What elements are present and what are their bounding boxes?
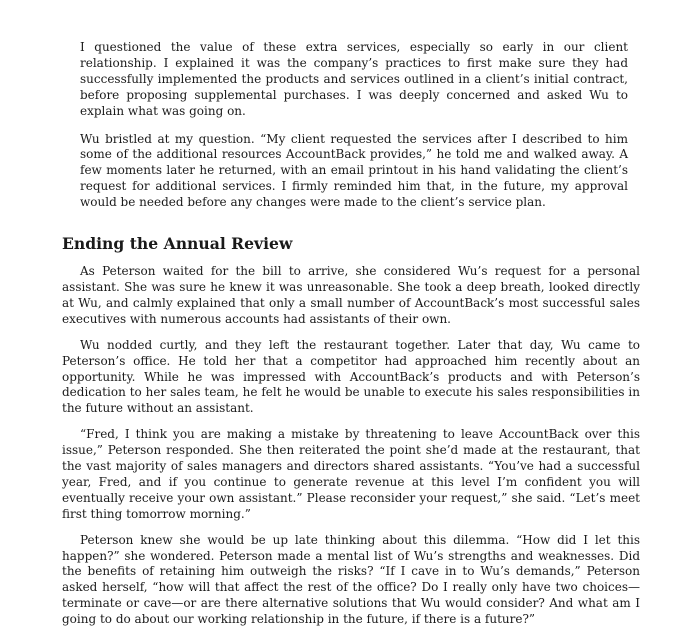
quote-paragraph: I questioned the value of these extra services, especially so early in our client relationship. I explained it was the company’s practices to first make sure they had successfully implemented the products and services outlined in a client’s initial contract, before proposing supplemental purchases. I was deeply concerned and asked Wu to explain what was going on. bbox=[80, 40, 628, 118]
quote-paragraph: Wu bristled at my question. “My client requested the services after I described to him some of the additional resources AccountBack provides,” he told me and walked away. A few moments later he returned, with an email printout in his hand validating the client’s request for additional services. I firmly reminded him that, in the future, my approval would be needed before any changes were made to the client’s service plan. bbox=[80, 131, 628, 210]
body-paragraph: Wu nodded curtly, and they left the restaurant together. Later that day, Wu came to Peterson’s office. He told her that a competitor had approached him recently about an opportunity. While he was impressed with AccountBack’s products and with Peterson’s dedication to her sales team, he felt he would be unable to execute his sales responsibilities in the future without an assistant. bbox=[62, 337, 640, 416]
body-paragraph: “Fred, I think you are making a mistake by threatening to leave AccountBack over this issue,” Peterson responded. She then reiterated the point she’d made at the restaurant, that the vast majority of sales managers and directors shared assistants. “You’ve had a successful year, Fred, and if you continue to generate revenue at this level I’m confident you will eventually receive your own assistant.” Please reconsider your request,” she said. “Let’s meet first thing tomorrow morning.” bbox=[62, 427, 640, 521]
body-paragraph: As Peterson waited for the bill to arrive, she considered Wu’s request for a personal assistant. She was sure he knew it was unreasonable. She took a deep breath, looked directly at Wu, and calmly explained that only a small number of AccountBack’s most successful sales executives with numerous accounts had assistants of their own. bbox=[62, 264, 640, 326]
body-paragraph: Peterson knew she would be up late thinking about this dilemma. “How did I let this happen?” she wondered. Peterson made a mental list of Wu’s strengths and weaknesses. Did the benefits of retaining him outweigh the risks? “If I cave in to Wu’s demands,” Peterson asked herself, “how will that affect the rest of the office? Do I really only have two choices—terminate or cave—or are there alternative solutions that Wu would consider? And what am I going to do about our working relationship in the future, if there is a future?” bbox=[62, 532, 640, 627]
block-quote bbox=[80, 40, 628, 211]
document-page bbox=[62, 0, 640, 628]
section-heading: Ending the Annual Review bbox=[62, 234, 293, 254]
